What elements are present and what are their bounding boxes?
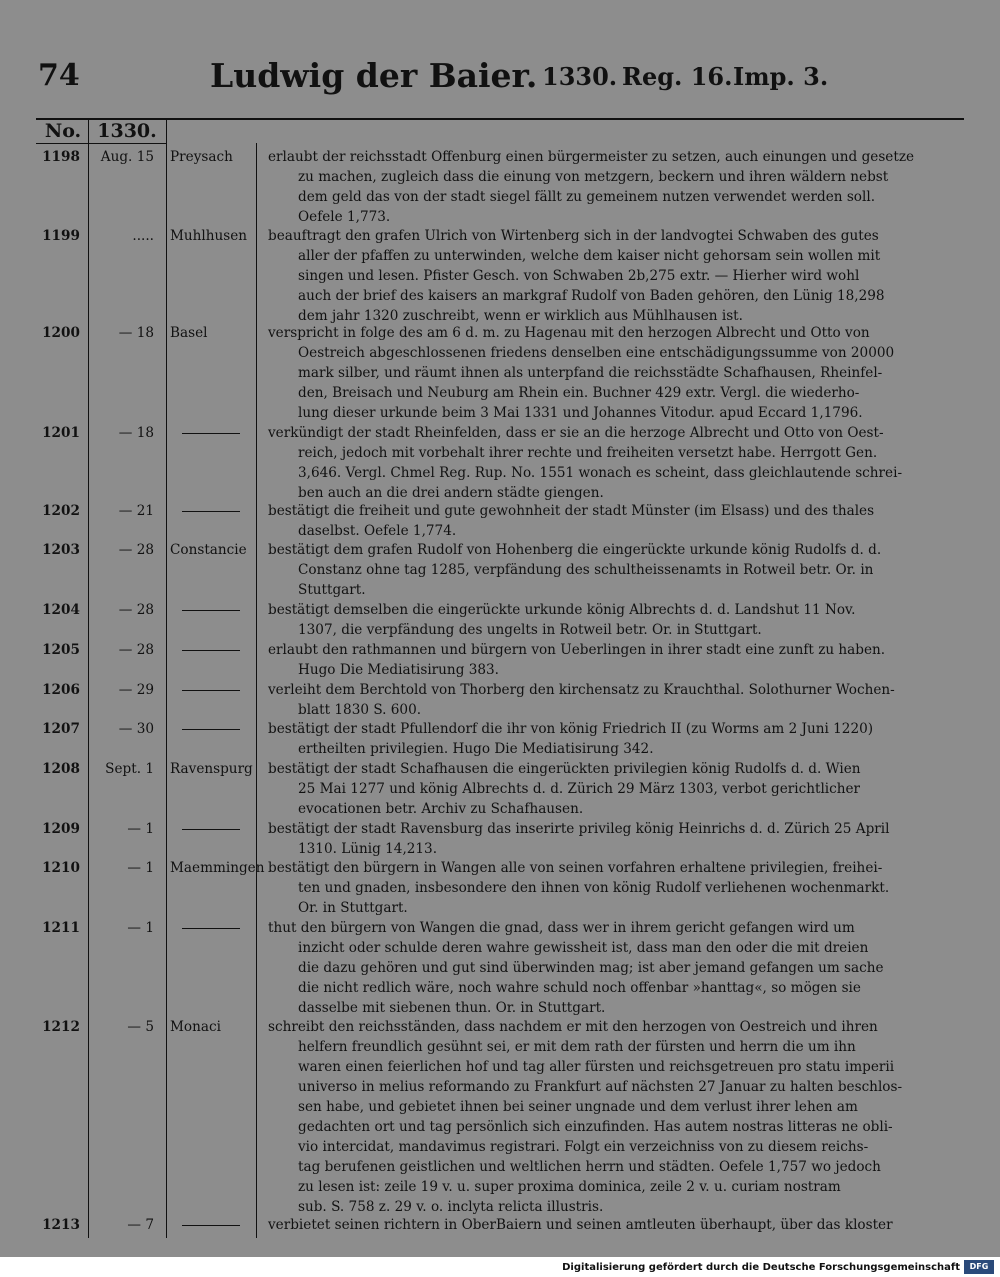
- entry-date: — 5: [127, 1019, 154, 1035]
- entry-text-line: zu lesen ist: zeile 19 v. u. super proxima dominica, zeile 2 v. u. curiam nostram: [298, 1179, 841, 1195]
- ditto-dash: [170, 1215, 266, 1235]
- entry-text-line: bestätigt demselben die eingerückte urkunde könig Albrechts d. d. Landshut 11 Nov.: [268, 602, 856, 618]
- column-divider: [88, 118, 89, 1238]
- entry-text-line: lung dieser urkunde beim 3 Mai 1331 und Johannes Vitodur. apud Eccard 1,1796.: [298, 405, 863, 421]
- page-title: Ludwig der Baier.: [210, 56, 538, 95]
- entry-text-line: gedachten ort und tag persönlich sich einzufinden. Has autem nostras litteras ne obli-: [298, 1119, 893, 1135]
- entry-text: [268, 819, 962, 859]
- entry-text-line: 1307, die verpfändung des ungelts in Rotweil betr. Or. in Stuttgart.: [298, 622, 762, 638]
- column-divider: [166, 118, 167, 1238]
- entry-text-line: aller der pfaffen zu unterwinden, welche dem kaiser nicht gehorsam sein wollen mit: [298, 248, 881, 264]
- entry-date: — 18: [118, 425, 154, 441]
- entry-number: 1211: [42, 920, 80, 936]
- ditto-dash: [170, 918, 266, 938]
- entry-number: 1205: [42, 642, 80, 658]
- entry-place: Basel: [170, 325, 208, 341]
- entry-text-line: dem geld das von der stadt siegel fällt zu gemeinem nutzen verwendet werden soll.: [298, 189, 876, 205]
- entry-text-line: vio intercidat, mandavimus registrari. Folgt ein verzeichniss von zu diesem reichs-: [298, 1139, 869, 1155]
- ditto-line: [182, 690, 240, 691]
- entry-text: [268, 1215, 962, 1235]
- entry-date: — 7: [127, 1217, 154, 1233]
- ditto-line: [182, 1225, 240, 1226]
- entry-text-line: verbietet seinen richtern in OberBaiern und seinen amtleuten überhaupt, über das kloster: [268, 1217, 893, 1233]
- entry-text-line: mark silber, und räumt ihnen als unterpfand die reichsstädte Schafhausen, Rheinfel-: [298, 365, 883, 381]
- entry-date: — 21: [118, 503, 154, 519]
- entry-text-line: Hugo Die Mediatisirung 383.: [298, 662, 499, 678]
- entry-text-line: Oefele 1,773.: [298, 209, 391, 225]
- entry-text-line: universo in melius reformando zu Frankfurt auf nächsten 27 Januar zu halten beschlos-: [298, 1079, 903, 1095]
- page-header: [38, 56, 968, 106]
- ditto-line: [182, 650, 240, 651]
- entry-text: [268, 323, 962, 423]
- table-header-rule: [36, 143, 166, 144]
- ditto-dash: [170, 680, 266, 700]
- entry-text-line: sen habe, und gebietet ihnen bei seiner ungnade und dem verlust ihrer lehen am: [298, 1099, 858, 1115]
- ditto-line: [182, 511, 240, 512]
- entry-number: 1203: [42, 542, 80, 558]
- entry-number: 1208: [42, 761, 80, 777]
- ditto-line: [182, 610, 240, 611]
- entry-date: — 29: [118, 682, 154, 698]
- entry-place: Monaci: [170, 1019, 221, 1035]
- entry-place: Ravenspurg: [170, 761, 253, 777]
- footer-bar: [0, 1257, 1000, 1277]
- table-top-rule: [36, 118, 964, 120]
- entry-date: — 1: [127, 860, 154, 876]
- entry-date: Aug. 15: [100, 149, 154, 165]
- entry-text-line: daselbst. Oefele 1,774.: [298, 523, 457, 539]
- entry-text-line: ben auch an die drei andern städte giengen.: [298, 485, 604, 501]
- entry-date: — 1: [127, 821, 154, 837]
- header-imp: Imp. 3.: [733, 62, 829, 91]
- entry-date: Sept. 1: [105, 761, 154, 777]
- ditto-dash: [170, 719, 266, 739]
- entry-text-line: bestätigt dem grafen Rudolf von Hohenberg die eingerückte urkunde könig Rudolfs d. d.: [268, 542, 882, 558]
- entry-text-line: reich, jedoch mit vorbehalt ihrer rechte und freiheiten versetzt habe. Herrgott Gen.: [298, 445, 878, 461]
- funding-note: Digitalisierung gefördert durch die Deutsche Forschungsgemeinschaft: [562, 1262, 960, 1273]
- entry-number: 1209: [42, 821, 80, 837]
- entry-text-line: den, Breisach und Neuburg am Rhein ein. Buchner 429 extr. Vergl. die wiederho-: [298, 385, 860, 401]
- entry-text-line: erlaubt den rathmannen und bürgern von Ueberlingen in ihrer stadt eine zunft zu haben.: [268, 642, 886, 658]
- entry-text-line: verkündigt der stadt Rheinfelden, dass er sie an die herzoge Albrecht und Otto von Oest-: [268, 425, 884, 441]
- entry-text-line: erlaubt der reichsstadt Offenburg einen bürgermeister zu setzen, auch einungen und gesetze: [268, 149, 915, 165]
- entry-text: [268, 226, 962, 326]
- entry-number: 1201: [42, 425, 80, 441]
- ditto-dash: [170, 501, 266, 521]
- entry-text-line: inzicht oder schulde deren wahre gewissheit ist, dass man den oder die mit dreien: [298, 940, 869, 956]
- entry-text-line: bestätigt der stadt Ravensburg das inserirte privileg könig Heinrichs d. d. Zürich 25 April: [268, 821, 890, 837]
- entry-place: Preysach: [170, 149, 233, 165]
- entry-text: [268, 147, 962, 227]
- entry-text-line: ten und gnaden, insbesondere den ihnen von könig Rudolf verliehenen wochenmarkt.: [298, 880, 890, 896]
- entry-text: [268, 501, 962, 541]
- entry-text-line: helfern freundlich gesühnt sei, er mit dem rath der fürsten und herrn die um ihn: [298, 1039, 856, 1055]
- dfg-logo: DFG: [964, 1260, 994, 1274]
- entry-text-line: verleiht dem Berchtold von Thorberg den kirchensatz zu Krauchthal. Solothurner Wochen-: [268, 682, 895, 698]
- entry-text-line: singen und lesen. Pfister Gesch. von Schwaben 2b,275 extr. — Hierher wird wohl: [298, 268, 860, 284]
- entry-date: — 28: [118, 642, 154, 658]
- entry-text: [268, 719, 962, 759]
- entry-text-line: schreibt den reichsständen, dass nachdem er mit den herzogen von Oestreich und ihren: [268, 1019, 878, 1035]
- entry-number: 1206: [42, 682, 80, 698]
- column-header-year: 1330.: [97, 120, 157, 142]
- entry-text-line: bestätigt der stadt Schafhausen die eingerückten privilegien könig Rudolfs d. d. Wien: [268, 761, 861, 777]
- entry-text: [268, 640, 962, 680]
- entry-date: — 18: [118, 325, 154, 341]
- entry-date: — 30: [118, 721, 154, 737]
- entry-place: Maemmingen: [170, 860, 265, 876]
- entry-number: 1200: [42, 325, 80, 341]
- entry-text-line: Stuttgart.: [298, 582, 366, 598]
- entry-text-line: auch der brief des kaisers an markgraf Rudolf von Baden gehören, den Lünig 18,298: [298, 288, 885, 304]
- entry-number: 1207: [42, 721, 80, 737]
- entry-text: [268, 540, 962, 600]
- entry-text-line: dasselbe mit siebenen thun. Or. in Stuttgart.: [298, 1000, 606, 1016]
- entry-place: Muhlhusen: [170, 228, 248, 244]
- ditto-line: [182, 928, 240, 929]
- ditto-dash: [170, 423, 266, 443]
- entry-text-line: beauftragt den grafen Ulrich von Wirtenberg sich in der landvogtei Schwaben des gutes: [268, 228, 879, 244]
- entry-text: [268, 600, 962, 640]
- entry-text: [268, 858, 962, 918]
- ditto-dash: [170, 819, 266, 839]
- entry-text-line: 3,646. Vergl. Chmel Reg. Rup. No. 1551 wonach es scheint, dass gleichlautende schrei-: [298, 465, 903, 481]
- entry-text-line: verspricht in folge des am 6 d. m. zu Hagenau mit den herzogen Albrecht und Otto von: [268, 325, 870, 341]
- entry-number: 1213: [42, 1217, 80, 1233]
- entry-number: 1202: [42, 503, 80, 519]
- entry-text-line: thut den bürgern von Wangen die gnad, dass wer in ihrem gericht gefangen wird um: [268, 920, 855, 936]
- ditto-dash: [170, 640, 266, 660]
- ditto-line: [182, 829, 240, 830]
- header-year: 1330.: [542, 62, 618, 91]
- entry-text-line: tag berufenen geistlichen und weltlichen herrn und städten. Oefele 1,757 wo jedoch: [298, 1159, 881, 1175]
- entry-text-line: waren einen feierlichen hof und tag aller fürsten und reichsgetreuen pro statu imperii: [298, 1059, 895, 1075]
- ditto-dash: [170, 600, 266, 620]
- entry-date: — 1: [127, 920, 154, 936]
- entry-number: 1198: [42, 149, 80, 165]
- entry-number: 1204: [42, 602, 80, 618]
- entry-place: Constancie: [170, 542, 247, 558]
- entry-number: 1210: [42, 860, 80, 876]
- entry-text-line: Or. in Stuttgart.: [298, 900, 408, 916]
- entry-text-line: blatt 1830 S. 600.: [298, 702, 422, 718]
- entry-text-line: bestätigt die freiheit und gute gewohnheit der stadt Münster (im Elsass) und des thales: [268, 503, 875, 519]
- entry-text-line: Oestreich abgeschlossenen friedens denselben eine entschädigungssumme von 20000: [298, 345, 895, 361]
- entry-text: [268, 1017, 962, 1217]
- entry-text: [268, 680, 962, 720]
- ditto-line: [182, 729, 240, 730]
- column-header-no: No.: [44, 120, 82, 142]
- entry-text: [268, 759, 962, 819]
- entry-text-line: 25 Mai 1277 und könig Albrechts d. d. Zürich 29 März 1303, verbot gerichtlicher: [298, 781, 861, 797]
- entry-text-line: die nicht redlich wäre, noch wahre schuld noch offenbar »hanttag«, so mögen sie: [298, 980, 861, 996]
- entry-number: 1212: [42, 1019, 80, 1035]
- entry-date: .....: [132, 228, 154, 244]
- entry-text-line: bestätigt der stadt Pfullendorf die ihr von könig Friedrich II (zu Worms am 2 Juni 1220): [268, 721, 874, 737]
- entry-text: [268, 423, 962, 503]
- entry-text-line: Constanz ohne tag 1285, verpfändung des schultheissenamts in Rotweil betr. Or. in: [298, 562, 874, 578]
- entry-number: 1199: [42, 228, 80, 244]
- entry-text-line: 1310. Lünig 14,213.: [298, 841, 438, 857]
- entry-text-line: die dazu gehören und gut sind überwinden mag; ist aber jemand gefangen um sache: [298, 960, 884, 976]
- entry-date: — 28: [118, 602, 154, 618]
- entry-text-line: sub. S. 758 z. 29 v. o. inclyta relicta illustris.: [298, 1199, 604, 1215]
- page-number: 74: [38, 58, 80, 93]
- entry-text-line: zu machen, zugleich dass die einung von metzgern, beckern und ihren wäldern nebst: [298, 169, 889, 185]
- entry-text-line: evocationen betr. Archiv zu Schafhausen.: [298, 801, 584, 817]
- entry-date: — 28: [118, 542, 154, 558]
- entry-text-line: ertheilten privilegien. Hugo Die Mediatisirung 342.: [298, 741, 654, 757]
- entry-text-line: dem jahr 1320 zuschreibt, wenn er wirklich aus Mühlhausen ist.: [298, 308, 743, 324]
- ditto-line: [182, 433, 240, 434]
- header-reg: Reg. 16.: [622, 62, 733, 91]
- entry-text: [268, 918, 962, 1018]
- entry-text-line: bestätigt den bürgern in Wangen alle von seinen vorfahren erhaltene privilegien, freihei-: [268, 860, 883, 876]
